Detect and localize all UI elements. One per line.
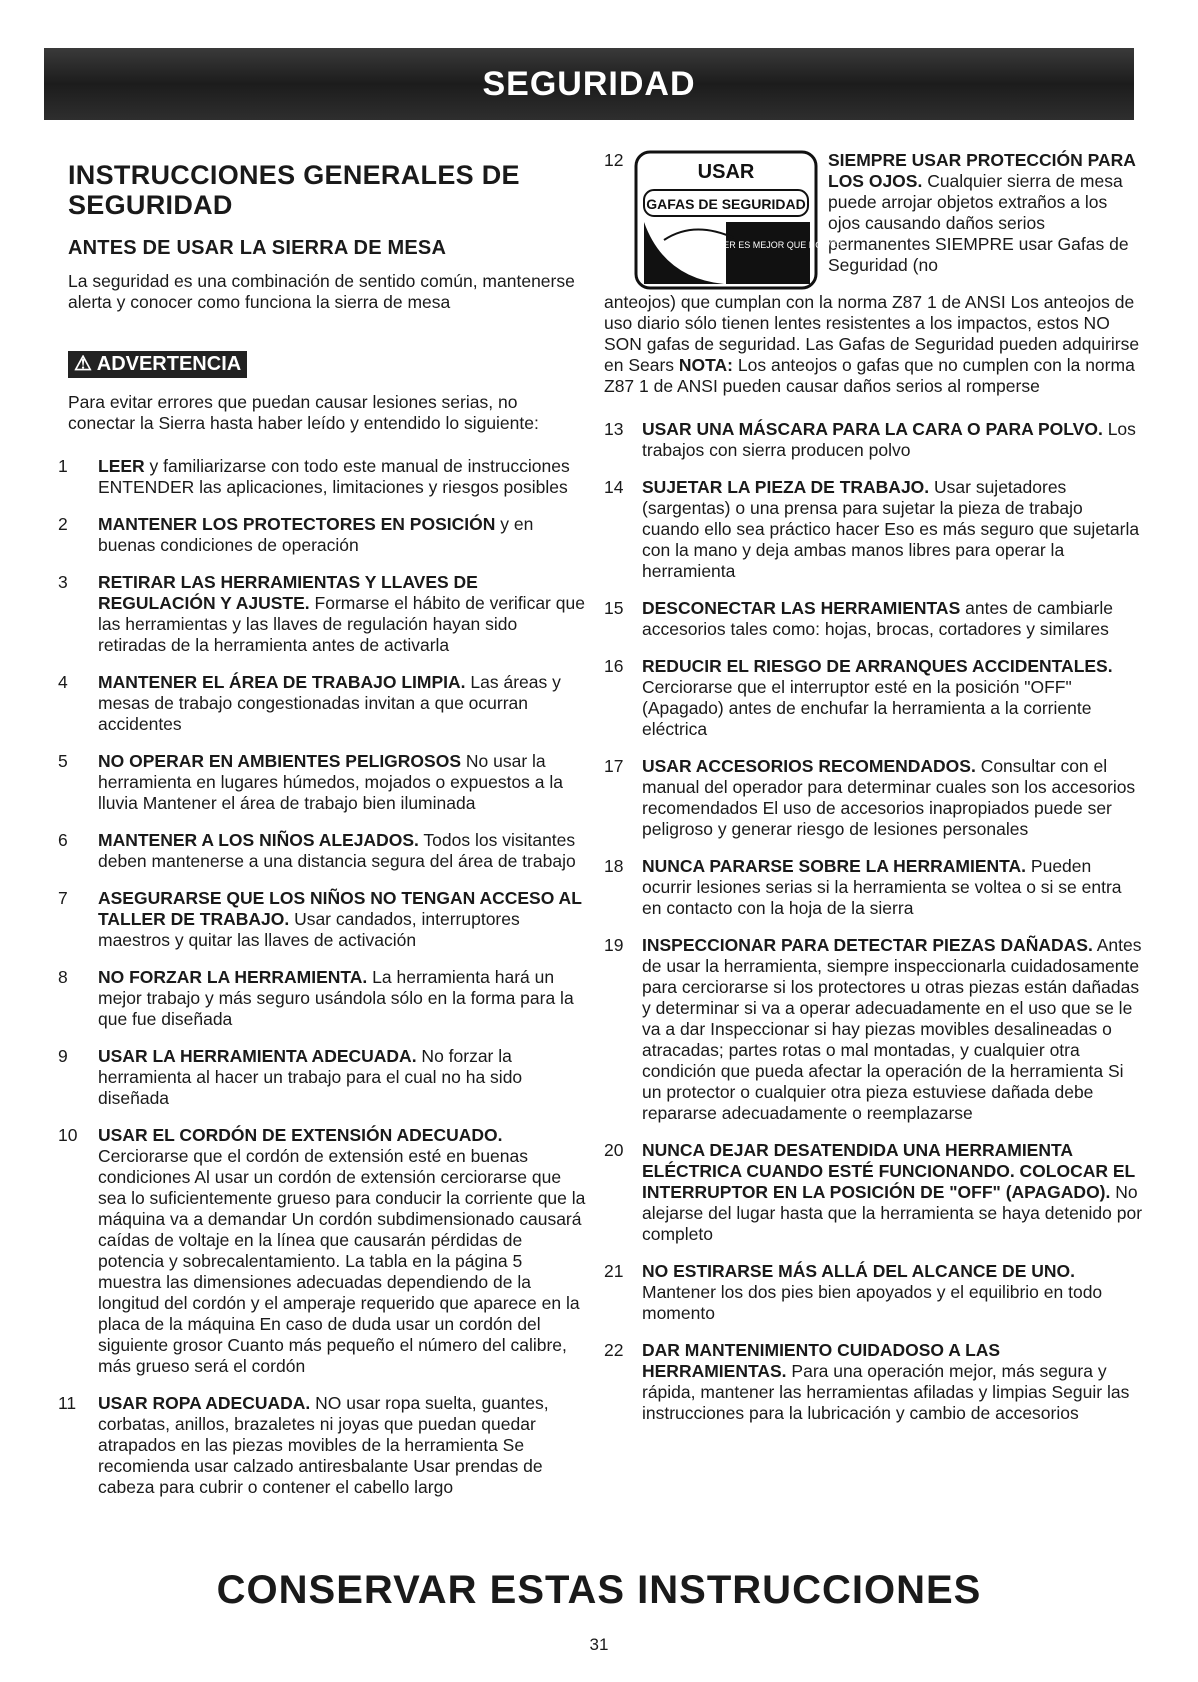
item-heading: SUJETAR LA PIEZA DE TRABAJO. — [642, 477, 930, 497]
item-number: 3 — [58, 572, 68, 592]
item-number: 22 — [604, 1340, 624, 1360]
goggles-sign-graphic — [634, 150, 844, 290]
item-text: No forzar la herramienta al hacer un trabajo para el cual no ha sido diseñada — [98, 1046, 523, 1108]
list-item — [604, 598, 1144, 640]
item-number: 13 — [604, 419, 624, 439]
list-item — [58, 888, 588, 951]
item-number: 1 — [58, 456, 68, 476]
item-heading: INSPECCIONAR PARA DETECTAR PIEZAS DAÑADAS. — [642, 935, 1093, 955]
item-text: Usar sujetadores (sargentas) o una prensa para sujetar la pieza de trabajo cuando ello sea práctico hacer Eso es más seguro que sujetarla con la mano y deja ambas manos libres para operar la herramienta — [642, 477, 1140, 581]
warning-paragraph: Para evitar errores que puedan causar lesiones serias, no conectar la Sierra hasta haber leído y entendido lo siguiente: — [68, 392, 539, 433]
item-text: Cerciorarse que el interruptor esté en la posición "OFF" (Apagado) antes de enchufar la herramienta a la corriente eléctrica — [642, 677, 1092, 739]
item-text: Las áreas y mesas de trabajo congestionadas invitan a que ocurran accidentes — [98, 672, 561, 734]
item-heading: REDUCIR EL RIESGO DE ARRANQUES ACCIDENTALES. — [642, 656, 1113, 676]
item-number: 11 — [58, 1393, 77, 1413]
list-item — [604, 656, 1144, 740]
item-number: 12 — [604, 150, 624, 170]
item-number: 17 — [604, 756, 624, 776]
nota-label: NOTA: — [678, 355, 734, 375]
item-number: 5 — [58, 751, 68, 771]
goggles-continued-text — [604, 292, 1144, 397]
section-banner — [44, 48, 1134, 120]
footer-title: CONSERVAR ESTAS INSTRUCCIONES — [216, 1568, 982, 1612]
item-number: 7 — [58, 888, 68, 908]
item-heading: MANTENER LOS PROTECTORES EN POSICIÓN — [98, 514, 496, 534]
banner-title: SEGURIDAD — [482, 64, 696, 103]
item-text: y familiarizarse con todo este manual de instrucciones ENTENDER las aplicaciones, limitaciones y riesgos posibles — [98, 456, 570, 497]
item-text: Los trabajos con sierra producen polvo — [642, 419, 1136, 460]
item-text: Todos los visitantes deben mantenerse a una distancia segura del área de trabajo — [98, 830, 576, 871]
item-heading: ASEGURARSE QUE LOS NIÑOS NO TENGAN ACCESO AL TALLER DE TRABAJO. — [98, 888, 582, 929]
item-number: 14 — [604, 477, 624, 497]
item-number: 20 — [604, 1140, 624, 1160]
item-text: antes de cambiarle accesorios tales como: hojas, brocas, cortadores y similares — [642, 598, 1113, 639]
item-text: No alejarse del lugar hasta que la herramienta se haya detenido por completo — [642, 1182, 1143, 1244]
item-number: 9 — [58, 1046, 68, 1066]
item-heading: NUNCA DEJAR DESATENDIDA UNA HERRAMIENTA ELÉCTRICA CUANDO ESTÉ FUNCIONANDO. COLOCAR EL INTERRUPTOR EN LA POSICIÓN DE "OFF" (APAGADO). — [642, 1140, 1135, 1202]
right-column — [604, 150, 1144, 1440]
list-item — [58, 1393, 588, 1498]
safety-goggles-sign-image — [634, 150, 844, 290]
item-number: 18 — [604, 856, 624, 876]
list-item — [58, 967, 588, 1030]
item-heading: USAR ROPA ADECUADA. — [98, 1393, 311, 1413]
item-number: 16 — [604, 656, 624, 676]
item-text: NO usar ropa suelta, guantes, corbatas, anillos, brazaletes ni joyas que puedan quedar atrapados en las piezas movibles de la herramienta Se recomienda usar calzado antiresbalante Usar prendas de cabeza para cubrir o contener el cabello largo — [98, 1393, 549, 1497]
list-item — [58, 830, 588, 872]
item-number: 10 — [58, 1125, 78, 1145]
item-number: 6 — [58, 830, 68, 850]
list-item — [58, 514, 588, 556]
list-item — [604, 1261, 1144, 1324]
item-heading: USAR UNA MÁSCARA PARA LA CARA O PARA POLVO. — [642, 419, 1103, 439]
item-heading: RETIRAR LAS HERRAMIENTAS Y LLAVES DE REGULACIÓN Y AJUSTE. — [98, 572, 478, 613]
item-number: 4 — [58, 672, 68, 692]
item-text: Usar candados, interruptores maestros y quitar las llaves de activación — [98, 909, 520, 950]
goggles-item — [604, 150, 1144, 290]
page-number: 31 — [589, 1635, 609, 1654]
list-item — [604, 935, 1144, 1124]
list-item — [58, 456, 588, 498]
item-text: No usar la herramienta en lugares húmedos, mojados o expuestos a la lluvia Mantener el área de trabajo bien iluminada — [98, 751, 563, 813]
item-heading: USAR LA HERRAMIENTA ADECUADA. — [98, 1046, 417, 1066]
item-text: Cualquier sierra de mesa puede arrojar objetos extraños a los ojos causando daños serios permanentes SIEMPRE usar Gafas de Seguridad (no — [828, 171, 1129, 275]
item-number: 19 — [604, 935, 624, 955]
goggles-text-a: anteojos) que cumplan con la norma Z87 1 de ANSI Los anteojos de uso diario sólo tienen lentes resistentes a los impactos, estos NO SON gafas de seguridad. Las Gafas de Seguridad pueden adquirirse en Sears — [604, 292, 1140, 375]
list-item — [58, 572, 588, 656]
item-text: Formarse el hábito de verificar que las herramientas y las llaves de regulación hayan sido retiradas de la herramienta antes de activarla — [98, 593, 585, 655]
item-heading: USAR EL CORDÓN DE EXTENSIÓN ADECUADO. — [98, 1125, 503, 1145]
sign-band-text: GAFAS DE SEGURIDAD — [646, 196, 806, 212]
item-text: Antes de usar la herramienta, siempre inspeccionarla cuidadosamente para cerciorarse si los protectores u otras piezas están dañadas y determinar si va a operar adecuadamente en el uso que se le va a dar Inspeccionar si hay piezas movibles desalineadas o atracadas; partes rotas o mal montadas, y cualquier otra condición que pueda afectar la operación de la herramienta Si un protector o cualquier otra pieza estuviese dañada debe repararse adecuadamente o reemplazarse — [642, 935, 1142, 1123]
item-number: 21 — [604, 1261, 624, 1281]
item-text: Pueden ocurrir lesiones serias si la herramienta se voltea o si se entra en contacto con la hoja de la sierra — [642, 856, 1122, 918]
item-heading: NO FORZAR LA HERRAMIENTA. — [98, 967, 368, 987]
list-item — [58, 1046, 588, 1109]
item-text: Para una operación mejor, más segura y rápida, mantener las herramientas afiladas y limpias Seguir las instrucciones para la lubricación y cambio de accesorios — [642, 1361, 1130, 1423]
item-text: Consultar con el manual del operador para determinar cuales son los accesorios recomendados El uso de accesorios inapropiados puede ser peligroso y generar riesgo de lesiones personales — [642, 756, 1136, 839]
item-number: 8 — [58, 967, 68, 987]
sub-heading: ANTES DE USAR LA SIERRA DE MESA — [68, 237, 447, 259]
item-heading: NO ESTIRARSE MÁS ALLÁ DEL ALCANCE DE UNO. — [642, 1261, 1075, 1281]
list-item — [604, 1140, 1144, 1245]
list-item — [58, 672, 588, 735]
list-item — [604, 756, 1144, 840]
item-number: 15 — [604, 598, 624, 618]
left-column — [58, 150, 588, 1514]
item-number: 2 — [58, 514, 68, 534]
warning-badge: ⚠ ADVERTENCIA — [68, 351, 247, 378]
item-heading: USAR ACCESORIOS RECOMENDADOS. — [642, 756, 976, 776]
intro-paragraph: La seguridad es una combinación de sentido común, mantenerse alerta y conocer como funciona la sierra de mesa — [68, 271, 575, 312]
item-heading: SIEMPRE USAR PROTECCIÓN PARA LOS OJOS. — [828, 150, 1136, 191]
goggles-text-b: Los anteojos o gafas que no cumplen con la norma Z87 1 de ANSI pueden causar daños serios al romperse — [604, 355, 1135, 396]
item-heading: DESCONECTAR LAS HERRAMIENTAS — [642, 598, 961, 618]
sign-top-text: USAR — [697, 161, 755, 183]
goggles-side-text — [828, 150, 1144, 290]
list-item — [604, 419, 1144, 461]
sign-slogan-text: PREVEER ES MEJOR QUE NO VER — [692, 240, 844, 250]
main-heading: INSTRUCCIONES GENERALES DE SEGURIDAD — [68, 160, 520, 220]
item-heading: NO OPERAR EN AMBIENTES PELIGROSOS — [98, 751, 462, 771]
item-heading: DAR MANTENIMIENTO CUIDADOSO A LAS HERRAMIENTAS. — [642, 1340, 1001, 1381]
list-item — [604, 856, 1144, 919]
item-heading: MANTENER A LOS NIÑOS ALEJADOS. — [98, 830, 419, 850]
item-heading: NUNCA PARARSE SOBRE LA HERRAMIENTA. — [642, 856, 1027, 876]
item-heading: LEER — [98, 456, 145, 476]
item-text: La herramienta hará un mejor trabajo y más seguro usándola sólo en la forma para la que fue diseñada — [98, 967, 574, 1029]
list-item — [58, 1125, 588, 1377]
item-heading: MANTENER EL ÁREA DE TRABAJO LIMPIA. — [98, 672, 466, 692]
list-item — [604, 477, 1144, 582]
item-text: Mantener los dos pies bien apoyados y el equilibrio en todo momento — [642, 1282, 1103, 1323]
list-item — [58, 751, 588, 814]
item-text: Cerciorarse que el cordón de extensión esté en buenas condiciones Al usar un cordón de extensión cerciorarse que sea lo suficientemente grueso para conducir la corriente que la máquina va a demandar Un cordón subdimensionado causará caídas de voltaje en la línea que causarán pérdidas de potencia y sobrecalentamiento. La tabla en la página 5 muestra las dimensiones adecuadas dependiendo de la longitud del cordón y el amperaje requerido que aparece en la placa de la máquina En caso de duda usar un cordón del siguiente grosor Cuanto más pequeño el número del calibre, más grueso será el cordón — [98, 1146, 586, 1376]
list-item — [604, 1340, 1144, 1424]
item-text: y en buenas condiciones de operación — [98, 514, 534, 555]
